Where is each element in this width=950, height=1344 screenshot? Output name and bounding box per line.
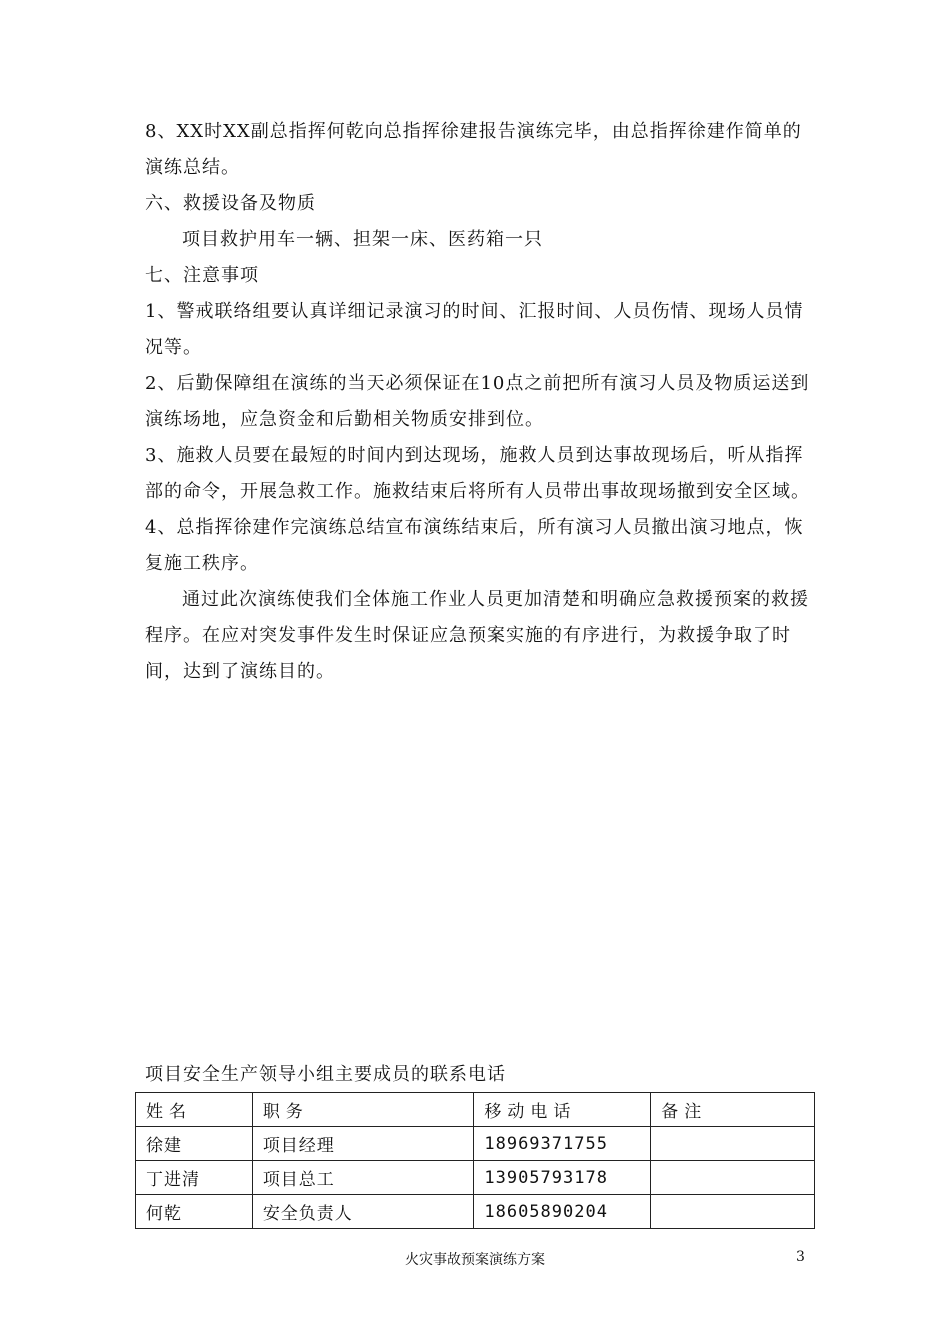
cell-phone: 13905793178 — [474, 1161, 651, 1195]
cell-phone: 18605890204 — [474, 1195, 651, 1229]
cell-name: 何乾 — [136, 1195, 253, 1229]
header-phone: 移动电话 — [474, 1093, 651, 1127]
cell-name: 徐建 — [136, 1127, 253, 1161]
table-row — [136, 1195, 815, 1229]
note-item-4: 4、总指挥徐建作完演练总结宣布演练结束后，所有演习人员撤出演习地点，恢复施工秩序。 — [145, 517, 804, 574]
cell-position: 项目总工 — [252, 1161, 474, 1195]
note-item-2: 2、后勤保障组在演练的当天必须保证在10点之前把所有演习人员及物质运送到演练场地，应急资金和后勤相关物质安排到位。 — [145, 373, 810, 430]
table-caption: 项目安全生产领导小组主要成员的联系电话 — [145, 1064, 506, 1085]
cell-notes — [651, 1195, 815, 1229]
note-item-3: 3、施救人员要在最短的时间内到达现场，施救人员到达事故现场后，听从指挥部的命令，开展急救工作。施救结束后将所有人员带出事故现场撤到安全区域。 — [145, 445, 810, 502]
closing-paragraph: 通过此次演练使我们全体施工作业人员更加清楚和明确应急救援预案的救援程序。在应对突发事件发生时保证应急预案实施的有序进行，为救援争取了时间，达到了演练目的。 — [145, 589, 809, 682]
section-heading-7: 七、注意事项 — [145, 265, 259, 286]
body-text — [145, 114, 813, 690]
cell-notes — [651, 1161, 815, 1195]
page-number: 3 — [796, 1249, 805, 1265]
cell-name: 丁进清 — [136, 1161, 253, 1195]
cell-phone: 18969371755 — [474, 1127, 651, 1161]
table-header-row — [136, 1093, 815, 1127]
cell-position: 项目经理 — [252, 1127, 474, 1161]
header-position: 职务 — [252, 1093, 474, 1127]
header-notes: 备注 — [651, 1093, 815, 1127]
paragraph-item-8: 8、XX时XX副总指挥何乾向总指挥徐建报告演练完毕，由总指挥徐建作简单的演练总结。 — [145, 121, 802, 178]
table-row — [136, 1161, 815, 1195]
header-name: 姓名 — [136, 1093, 253, 1127]
cell-notes — [651, 1127, 815, 1161]
section-heading-6: 六、救援设备及物质 — [145, 193, 316, 214]
table-row — [136, 1127, 815, 1161]
footer-title: 火灾事故预案演练方案 — [405, 1252, 545, 1268]
cell-position: 安全负责人 — [252, 1195, 474, 1229]
note-item-1: 1、警戒联络组要认真详细记录演习的时间、汇报时间、人员伤情、现场人员情况等。 — [145, 301, 804, 358]
equipment-paragraph: 项目救护用车一辆、担架一床、医药箱一只 — [182, 229, 543, 250]
contacts-table — [135, 1092, 815, 1229]
